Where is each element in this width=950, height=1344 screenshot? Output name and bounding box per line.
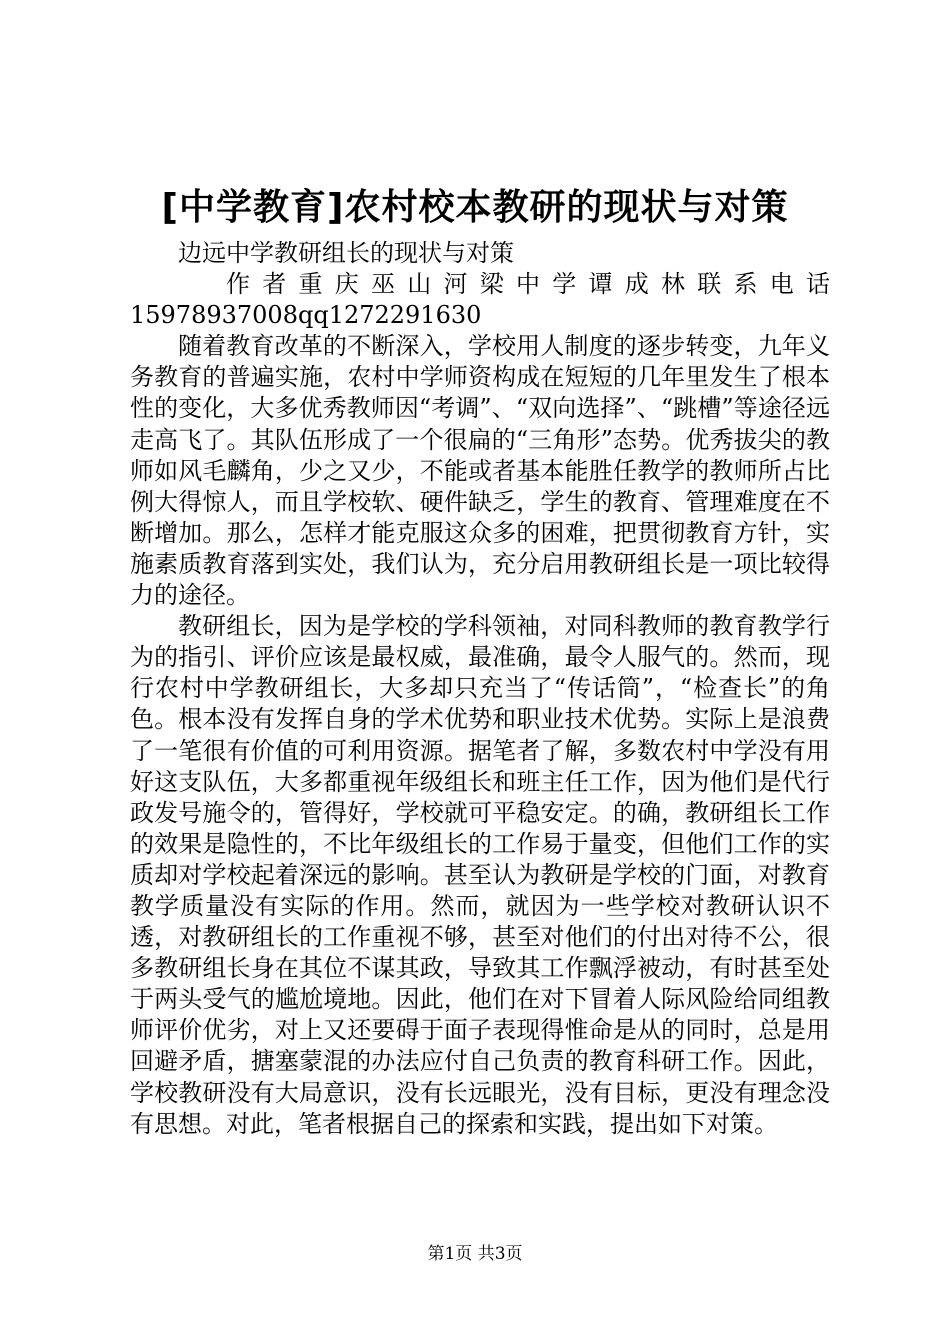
document-body xyxy=(130,238,830,1140)
document-subtitle: 边远中学教研组长的现状与对策 xyxy=(178,239,514,267)
paragraph: 教研组长，因为是学校的学科领袖，对同科教师的教育教学行为的指引、评价应该是最权威，最准确，最令人服气的。然而，现行农村中学教研组长，大多却只充当了“传话筒”，“检查长”的角色。根本没有发挥自身的学术优势和职业技术优势。实际上是浪费了一笔很有价值的可利用资源。据笔者了解，多数农村中学没有用好这支队伍，大多都重视年级组长和班主任工作，因为他们是代行政发号施令的，管得好，学校就可平稳安定。的确，教研组长工作的效果是隐性的，不比年级组长的工作易于量变，但他们工作的实质却对学校起着深远的影响。甚至认为教研是学校的门面，对教育教学质量没有实际的作用。然而，就因为一些学校对教研认识不透，对教研组长的工作重视不够，甚至对他们的付出对待不公，很多教研组长身在其位不谋其政，导致其工作飘浮被动，有时甚至处于两头受气的尴尬境地。因此，他们在对下冒着人际风险给同组教师评价优劣，对上又还要碍于面子表现得惟命是从的同时，总是用回避矛盾，搪塞蒙混的办法应付自己负责的教育科研工作。因此，学校教研没有大局意识，没有长远眼光，没有目标，更没有理念没有思想。对此，笔者根据自己的探索和实践，提出如下对策。 xyxy=(130,612,830,1138)
contact-line: 15978937008qq1272291630 xyxy=(130,301,482,330)
page-footer: 第1页 共3页 xyxy=(427,1244,523,1264)
paragraph: 随着教育改革的不断深入，学校用人制度的逐步转变，九年义务教育的普遍实施，农村中学师资构成在短短的几年里发生了根本性的变化，大多优秀教师因“考调”、“双向选择”、“跳槽”等途径远走高飞了。其队伍形成了一个很扁的“三角形”态势。优秀拔尖的教师如风毛麟角，少之又少，不能或者基本能胜任教学的教师所占比例大得惊人，而且学校软、硬件缺乏，学生的教育、管理难度在不断增加。那么，怎样才能克服这众多的困难，把贯彻教育方针，实施素质教育落到实处，我们认为，充分启用教研组长是一项比较得力的途径。 xyxy=(130,332,830,610)
document-title: [中学教育]农村校本教研的现状与对策 xyxy=(161,187,789,228)
author-line: 作者重庆巫山河梁中学谭成林联系电话 xyxy=(226,270,830,299)
